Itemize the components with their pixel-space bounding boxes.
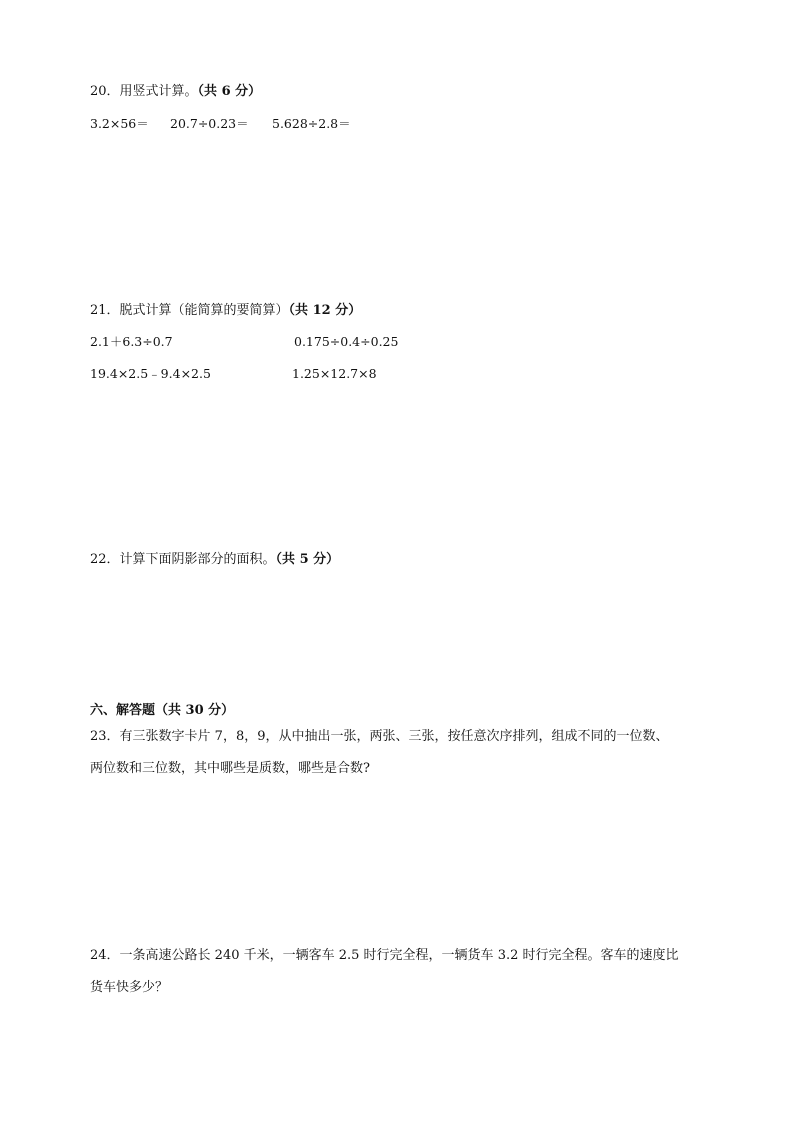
q21-expression-4: 1.25×12.7×8 xyxy=(292,366,377,381)
q21-expression-1: 2.1＋6.3÷0.7 xyxy=(90,334,173,349)
q20-score: （共 6 分） xyxy=(197,84,262,99)
q24-line-1: 24．一条高速公路长 240 千米，一辆客车 2.5 时行完全程，一辆货车 3.2 时行完全程。客车的速度比 xyxy=(90,948,679,963)
q20-expression-1: 3.2×56＝ xyxy=(90,116,149,131)
q21-expression-3: 19.4×2.5﹣9.4×2.5 xyxy=(90,366,211,381)
q22-score: （共 5 分） xyxy=(275,552,340,567)
q22-heading xyxy=(90,552,339,568)
q21-score: （共 12 分） xyxy=(288,303,362,318)
q20-expression-3: 5.628÷2.8＝ xyxy=(272,116,351,131)
q20-heading xyxy=(90,84,261,100)
q21-expression-2: 0.175÷0.4÷0.25 xyxy=(294,334,399,349)
q24-line-2: 货车快多少？ xyxy=(90,980,169,995)
q23-line-2: 两位数和三位数，其中哪些是质数，哪些是合数? xyxy=(90,761,370,776)
q20-expression-2: 20.7÷0.23＝ xyxy=(170,116,249,131)
section6-heading: 六、解答题（共 30 分） xyxy=(90,703,235,718)
q21-heading xyxy=(90,303,361,319)
q21-heading-text: 21．脱式计算（能简算的要简算） xyxy=(90,303,289,318)
q20-heading-text: 20．用竖式计算。 xyxy=(90,84,198,99)
q23-line-1: 23．有三张数字卡片 7，8，9，从中抽出一张，两张、三张，按任意次序排列，组成不同的一位数、 xyxy=(90,729,669,744)
q22-heading-text: 22．计算下面阴影部分的面积。 xyxy=(90,552,276,567)
